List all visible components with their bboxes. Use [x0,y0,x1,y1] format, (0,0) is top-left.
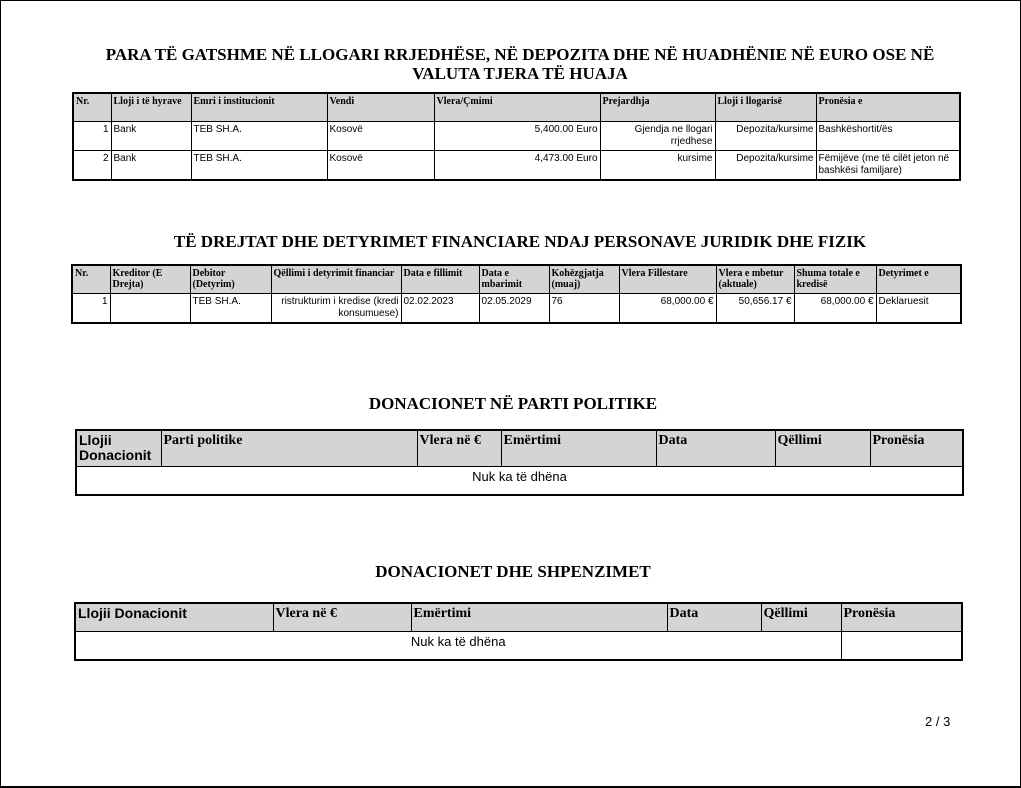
col-header: Debitor (Detyrim) [190,265,271,293]
table-row [72,293,961,323]
col-header: Vlera Fillestare [619,265,716,293]
section2-title: TË DREJTAT DHE DETYRIMET FINANCIARE NDAJ PERSONAVE JURIDIK DHE FIZIK [173,232,867,251]
page-number: 2 / 3 [925,714,951,729]
cell-llogaria: Depozita/kursime [715,150,816,180]
col-header: Emri i institucionit [191,93,327,121]
col-header: Data e fillimit [401,265,479,293]
col-header: Vlera e mbetur (aktuale) [716,265,794,293]
accounts-table [72,92,961,181]
col-header: Data [656,430,775,466]
col-header: Qëllimi [775,430,870,466]
cell-vendi: Kosovë [327,121,434,150]
empty-message: Nuk ka të dhëna [75,631,841,660]
col-header: Vlera/Çmimi [434,93,600,121]
col-header: Nr. [72,265,110,293]
table-row [75,631,962,660]
col-header: Emërtimi [501,430,656,466]
col-header: Vlera në € [417,430,501,466]
col-header: Nr. [73,93,111,121]
col-header: Data [667,603,761,631]
cell-llogaria: Depozita/kursime [715,121,816,150]
col-header: Pronësia [870,430,963,466]
table-row [76,466,963,495]
cell-fillestare: 68,000.00 € [619,293,716,323]
empty-cell [841,631,962,660]
cell-kreditor [110,293,190,323]
section4-title: DONACIONET DHE SHPENZIMET [375,562,651,581]
cell-vlera: 4,473.00 Euro [434,150,600,180]
cell-fillimi: 02.02.2023 [401,293,479,323]
cell-qellimi: ristrukturim i kredise (kredi konsumuese) [271,293,401,323]
table-header-row [75,603,962,631]
col-header: Detyrimet e [876,265,961,293]
obligations-table [71,264,962,324]
col-header: Qëllimi [761,603,841,631]
table-row [73,121,960,150]
cell-detyrimet: Deklaruesit [876,293,961,323]
col-header: Data e mbarimit [479,265,549,293]
cell-nr: 1 [73,121,111,150]
cell-prejardhja: Gjendja ne llogari rrjedhese [600,121,715,150]
section3-title: DONACIONET NË PARTI POLITIKE [368,394,658,413]
col-header: Qëllimi i detyrimit financiar [271,265,401,293]
political-donations-table [75,429,964,496]
cell-pronesia: Fëmijëve (me të cilët jeton në bashkësi familjare) [816,150,960,180]
col-header: Emërtimi [411,603,667,631]
col-header: Kreditor (E Drejta) [110,265,190,293]
col-header: Shuma totale e kredisë [794,265,876,293]
col-header: Kohëzgjatja (muaj) [549,265,619,293]
cell-mbetur: 50,656.17 € [716,293,794,323]
col-header: Vendi [327,93,434,121]
table-header-row [72,265,961,293]
cell-pronesia: Bashkëshortit/ës [816,121,960,150]
section1-title-line2: VALUTA TJERA TË HUAJA [412,64,628,83]
cell-vlera: 5,400.00 Euro [434,121,600,150]
table-header-row [76,430,963,466]
col-header: Lloji i të hyrave [111,93,191,121]
cell-emri: TEB SH.A. [191,121,327,150]
cell-emri: TEB SH.A. [191,150,327,180]
col-header: Pronësia e [816,93,960,121]
cell-totale: 68,000.00 € [794,293,876,323]
cell-vendi: Kosovë [327,150,434,180]
cell-prejardhja: kursime [600,150,715,180]
empty-message: Nuk ka të dhëna [76,466,963,495]
cell-lloji: Bank [111,121,191,150]
section1-title [60,45,980,83]
cell-mbarimi: 02.05.2029 [479,293,549,323]
col-header: Pronësia [841,603,962,631]
col-header: Parti politike [161,430,417,466]
cell-nr: 2 [73,150,111,180]
table-row [73,150,960,180]
section1-title-line1: PARA TË GATSHME NË LLOGARI RRJEDHËSE, NË DEPOZITA DHE NË HUADHËNIE NË EURO OSE NË [105,45,935,64]
col-header: Llojii Donacionit [75,603,273,631]
col-header: Vlera në € [273,603,411,631]
col-header: Llojii Donacionit [76,430,161,466]
cell-nr: 1 [72,293,110,323]
cell-lloji: Bank [111,150,191,180]
cell-debitor: TEB SH.A. [190,293,271,323]
table-header-row [73,93,960,121]
col-header: Prejardhja [600,93,715,121]
donations-expenses-table [74,602,963,661]
cell-kohezgjatja: 76 [549,293,619,323]
col-header: Lloji i llogarisë [715,93,816,121]
